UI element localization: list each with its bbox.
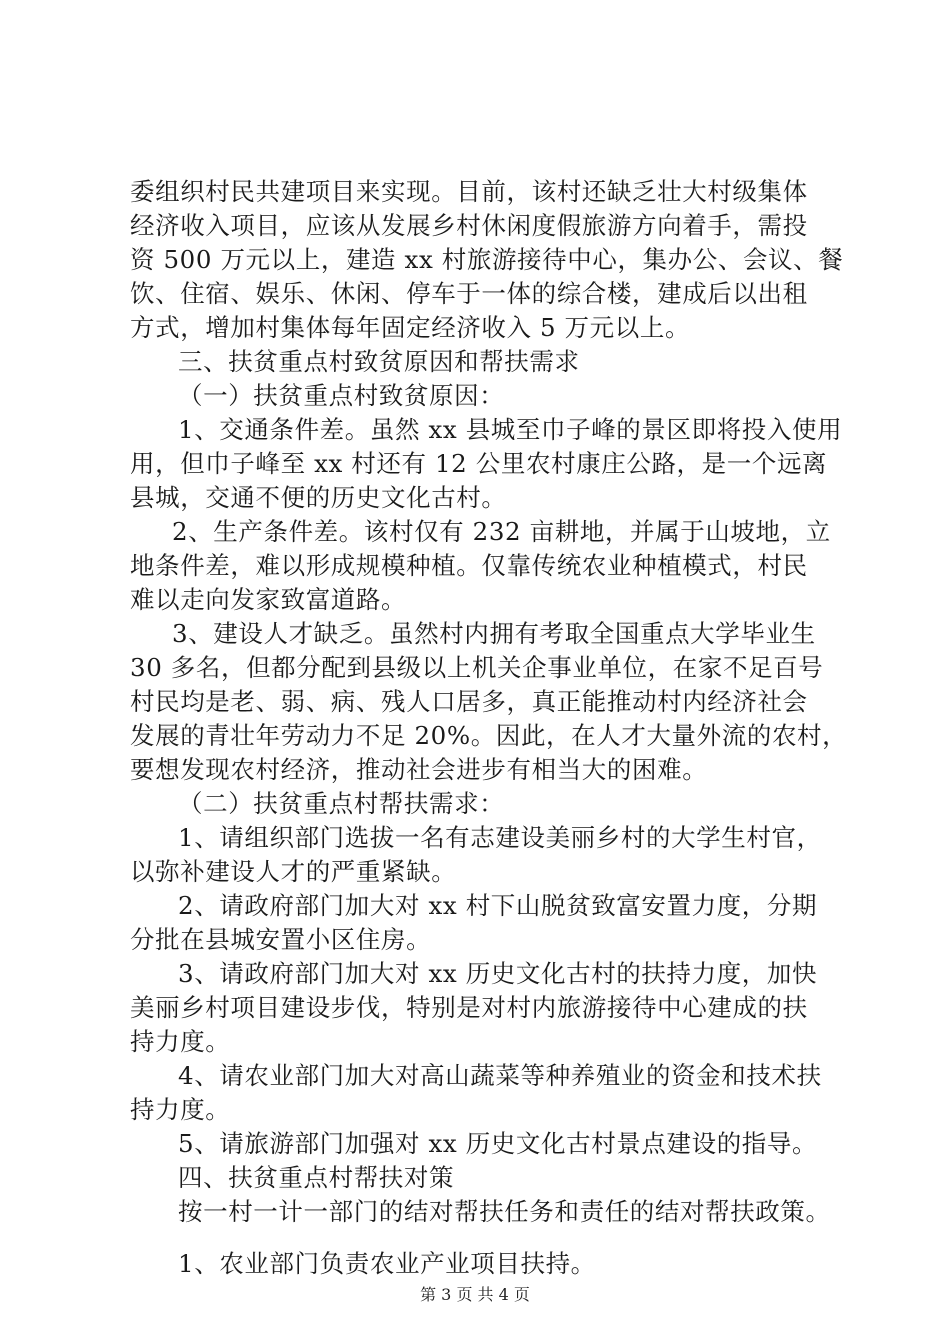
- page-number-footer: 第 3 页 共 4 页: [420, 1285, 530, 1304]
- text-line: 持力度。: [130, 1095, 231, 1124]
- text-line: 1、请组织部门选拔一名有志建设美丽乡村的大学生村官，: [178, 823, 822, 852]
- text-line: 按一村一计一部门的结对帮扶任务和责任的结对帮扶政策。: [178, 1197, 831, 1226]
- text-line: 用，但巾子峰至 xx 村还有 12 公里农村康庄公路，是一个远离: [130, 449, 828, 478]
- text-line: 1、交通条件差。虽然 xx 县城至巾子峰的景区即将投入使用: [178, 415, 843, 444]
- text-line: 4、请农业部门加大对高山蔬菜等种养殖业的资金和技术扶: [178, 1061, 822, 1090]
- text-line: 方式，增加村集体每年固定经济收入 5 万元以上。: [130, 313, 691, 342]
- text-line: 5、请旅游部门加强对 xx 历史文化古村景点建设的指导。: [178, 1129, 818, 1158]
- text-line: 委组织村民共建项目来实现。目前，该村还缺乏壮大村级集体: [130, 177, 808, 206]
- text-line: 县城，交通不便的历史文化古村。: [130, 483, 507, 512]
- text-line: 分批在县城安置小区住房。: [130, 925, 432, 954]
- section-heading: 三、扶贫重点村致贫原因和帮扶需求: [178, 347, 580, 376]
- text-line: 地条件差，难以形成规模种植。仅靠传统农业种植模式，村民: [130, 551, 808, 580]
- text-line: 美丽乡村项目建设步伐，特别是对村内旅游接待中心建成的扶: [130, 993, 808, 1022]
- text-line: 发展的青壮年劳动力不足 20%。因此，在人才大量外流的农村，: [130, 721, 848, 750]
- subsection-heading: （一）扶贫重点村致贫原因：: [178, 381, 505, 410]
- text-line: 难以走向发家致富道路。: [130, 585, 407, 614]
- text-line: 2、生产条件差。该村仅有 232 亩耕地，并属于山坡地，立: [172, 517, 831, 546]
- subsection-heading: （二）扶贫重点村帮扶需求：: [178, 789, 505, 818]
- text-line: 持力度。: [130, 1027, 231, 1056]
- text-line: 以弥补建设人才的严重紧缺。: [130, 857, 457, 886]
- text-line: 经济收入项目，应该从发展乡村休闲度假旅游方向着手，需投: [130, 211, 808, 240]
- text-line: 村民均是老、弱、病、残人口居多，真正能推动村内经济社会: [130, 687, 808, 716]
- text-line: 资 500 万元以上，建造 xx 村旅游接待中心，集办公、会议、餐: [130, 245, 844, 274]
- text-line: 1、农业部门负责农业产业项目扶持。: [178, 1249, 596, 1278]
- section-heading: 四、扶贫重点村帮扶对策: [178, 1163, 455, 1192]
- text-line: 3、建设人才缺乏。虽然村内拥有考取全国重点大学毕业生: [172, 619, 816, 648]
- text-line: 要想发现农村经济，推动社会进步有相当大的困难。: [130, 755, 708, 784]
- text-line: 2、请政府部门加大对 xx 村下山脱贫致富安置力度，分期: [178, 891, 818, 920]
- text-line: 3、请政府部门加大对 xx 历史文化古村的扶持力度，加快: [178, 959, 818, 988]
- text-line: 饮、住宿、娱乐、休闲、停车于一体的综合楼，建成后以出租: [130, 279, 808, 308]
- text-line: 30 多名，但都分配到县级以上机关企事业单位，在家不足百号: [130, 653, 824, 682]
